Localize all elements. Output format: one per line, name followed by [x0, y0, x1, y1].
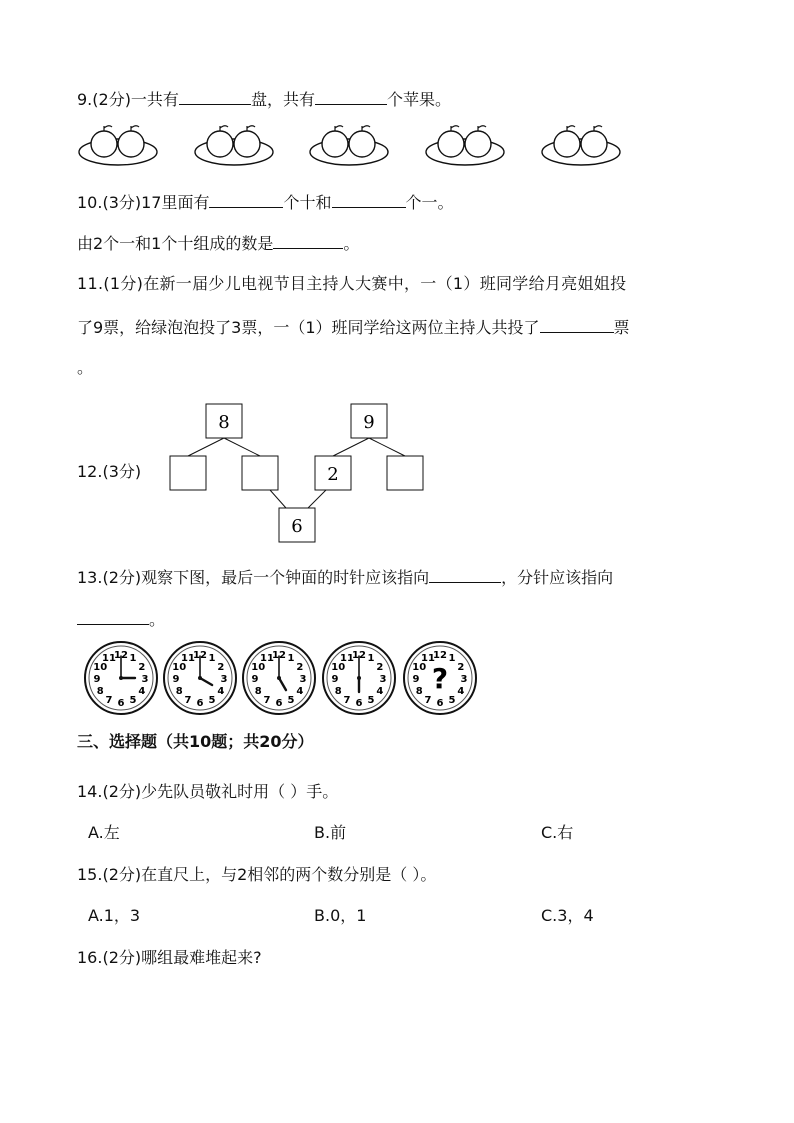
question-12-label: 12.(3分) [77, 462, 142, 481]
q11-line2-prefix: 了9票，给绿泡泡投了3票，一（1）班同学给这两位主持人共投了 [77, 318, 540, 337]
clock-numeral: 5 [129, 694, 137, 706]
clock-face [243, 642, 315, 714]
question-9 [77, 88, 451, 110]
clock-numeral: 4 [217, 686, 225, 697]
clock-numeral: 11 [102, 653, 116, 665]
clock-numeral: 6 [275, 698, 283, 709]
clock-numeral: 9 [251, 674, 259, 685]
apple-plates-illustration [78, 122, 638, 170]
apple-plate [542, 126, 620, 165]
question-13-line1 [77, 566, 613, 588]
q10-suffix: 个一。 [405, 193, 454, 212]
clock-numeral: 12 [433, 650, 447, 661]
clock-face [164, 642, 236, 714]
clock-numeral: 8 [175, 686, 183, 697]
clock-numeral: 8 [334, 686, 342, 697]
question-11-line2 [77, 316, 630, 338]
q15-option-a[interactable]: A.1，3 [88, 906, 141, 925]
clock-numeral: 10 [172, 662, 187, 673]
clock-numeral: 4 [457, 686, 465, 697]
clock-numeral: 9 [172, 674, 180, 685]
q13-blank-minute-hand[interactable] [77, 608, 149, 625]
number-decomposition-diagram [160, 398, 440, 548]
box-right-top-value: 9 [363, 412, 375, 433]
clock-numeral: 12 [352, 650, 366, 661]
clock-numeral: 6 [117, 698, 125, 709]
clock-numeral: 10 [331, 662, 346, 673]
q10-prefix: 10.(3分)17里面有 [77, 193, 210, 212]
apple-plate [310, 126, 388, 165]
clock-numeral: 7 [105, 694, 113, 706]
clock-numeral: 6 [355, 698, 363, 709]
q13-line1-suffix: ，分针应该指向 [501, 568, 614, 587]
clock-question-mark: ? [431, 662, 449, 695]
box-mid-value: 2 [327, 464, 339, 485]
clock-numeral: 2 [138, 662, 146, 673]
clock-numeral: 10 [412, 662, 427, 673]
clock-numeral: 8 [96, 686, 104, 697]
clock-numeral: 6 [196, 698, 204, 709]
clock-numeral: 8 [415, 686, 423, 697]
clock-numeral: 10 [93, 662, 108, 673]
question-11-line1: 11.(1分)在新一届少儿电视节目主持人大赛中，一（1）班同学给月亮姐姐投 [77, 274, 627, 293]
clock-numeral: 11 [421, 653, 435, 665]
clock-numeral: 6 [436, 698, 444, 709]
clock-numeral: 7 [184, 694, 192, 706]
clock-numeral: 8 [254, 686, 262, 697]
q10-blank-ones[interactable] [332, 191, 406, 208]
clock-numeral: 1 [367, 653, 375, 665]
clock-numeral: 2 [457, 662, 465, 673]
apple-plate [426, 126, 504, 165]
box-left-top-value: 8 [218, 412, 230, 433]
clock-numeral: 7 [263, 694, 271, 706]
clock-numeral: 4 [376, 686, 384, 697]
answer-box-left-mid[interactable] [242, 456, 278, 490]
clock-numeral: 2 [217, 662, 225, 673]
q15-option-b[interactable]: B.0，1 [314, 906, 367, 925]
clock-numeral: 7 [424, 694, 432, 706]
clock-numeral: 12 [114, 650, 128, 661]
question-13-line2 [77, 608, 165, 630]
q9-blank-apples[interactable] [315, 88, 387, 105]
clock-numeral: 12 [272, 650, 286, 661]
clock-numeral: 11 [181, 653, 195, 665]
apple-plate [79, 126, 157, 165]
question-10-line2 [77, 232, 359, 254]
q13-blank-hour-hand[interactable] [429, 566, 501, 583]
clock-numeral: 1 [129, 653, 137, 665]
clock-numeral: 11 [260, 653, 274, 665]
q14-option-a[interactable]: A.左 [88, 823, 120, 842]
q9-prefix: 9.(2分)一共有 [77, 90, 179, 109]
clock-numeral: 5 [287, 694, 295, 706]
clock-numeral: 4 [296, 686, 304, 697]
question-16: 16.(2分)哪组最难堆起来? [77, 948, 262, 967]
clock-face [85, 642, 157, 714]
q13-line2-suffix: 。 [149, 610, 166, 629]
question-10 [77, 191, 454, 213]
clock-numeral: 10 [251, 662, 266, 673]
clock-numeral: 3 [141, 674, 149, 685]
question-11-line3: 。 [77, 358, 94, 377]
q9-suffix: 个苹果。 [386, 90, 451, 109]
clock-numeral: 1 [208, 653, 216, 665]
q14-option-b[interactable]: B.前 [314, 823, 347, 842]
answer-box-left[interactable] [170, 456, 206, 490]
clock-numeral: 5 [367, 694, 375, 706]
clock-numeral: 1 [287, 653, 295, 665]
clock-numeral: 9 [412, 674, 420, 685]
apple-plate [195, 126, 273, 165]
clock-numeral: 5 [448, 694, 456, 706]
clock-numeral: 11 [340, 653, 354, 665]
q11-line2-suffix: 票 [613, 318, 630, 337]
clock-face [323, 642, 395, 714]
q14-option-c[interactable]: C.右 [541, 823, 574, 842]
question-14: 14.(2分)少先队员敬礼时用（ ）手。 [77, 782, 339, 801]
clock-numeral: 2 [296, 662, 304, 673]
q13-line1-prefix: 13.(2分)观察下图，最后一个钟面的时针应该指向 [77, 568, 430, 587]
q10-line2-suffix: 。 [343, 234, 360, 253]
q11-blank-total[interactable] [540, 316, 614, 333]
clock-numeral: 3 [220, 674, 228, 685]
clock-numeral: 2 [376, 662, 384, 673]
clock-sequence [80, 636, 490, 720]
q10-line2-prefix: 由2个一和1个十组成的数是 [77, 234, 274, 253]
q15-option-c[interactable]: C.3，4 [541, 906, 594, 925]
q10-mid: 个十和 [283, 193, 332, 212]
clock-numeral: 9 [93, 674, 101, 685]
q10-blank-tens[interactable] [209, 191, 283, 208]
clock-numeral: 12 [193, 650, 207, 661]
box-bottom-value: 6 [291, 516, 303, 537]
q10-blank-number[interactable] [273, 232, 343, 249]
clock-numeral: 1 [448, 653, 456, 665]
q9-mid: 盘，共有 [250, 90, 315, 109]
question-15: 15.(2分)在直尺上，与2相邻的两个数分别是（ ）。 [77, 865, 437, 884]
clock-numeral: 3 [299, 674, 307, 685]
q9-blank-plates[interactable] [179, 88, 251, 105]
answer-box-right[interactable] [387, 456, 423, 490]
clock-numeral: 5 [208, 694, 216, 706]
clock-numeral: 3 [460, 674, 468, 685]
clock-numeral: 4 [138, 686, 146, 697]
clock-numeral: 3 [379, 674, 387, 685]
section-3-title: 三、选择题（共10题；共20分） [77, 732, 314, 751]
clock-numeral: 7 [343, 694, 351, 706]
clock-numeral: 9 [331, 674, 339, 685]
